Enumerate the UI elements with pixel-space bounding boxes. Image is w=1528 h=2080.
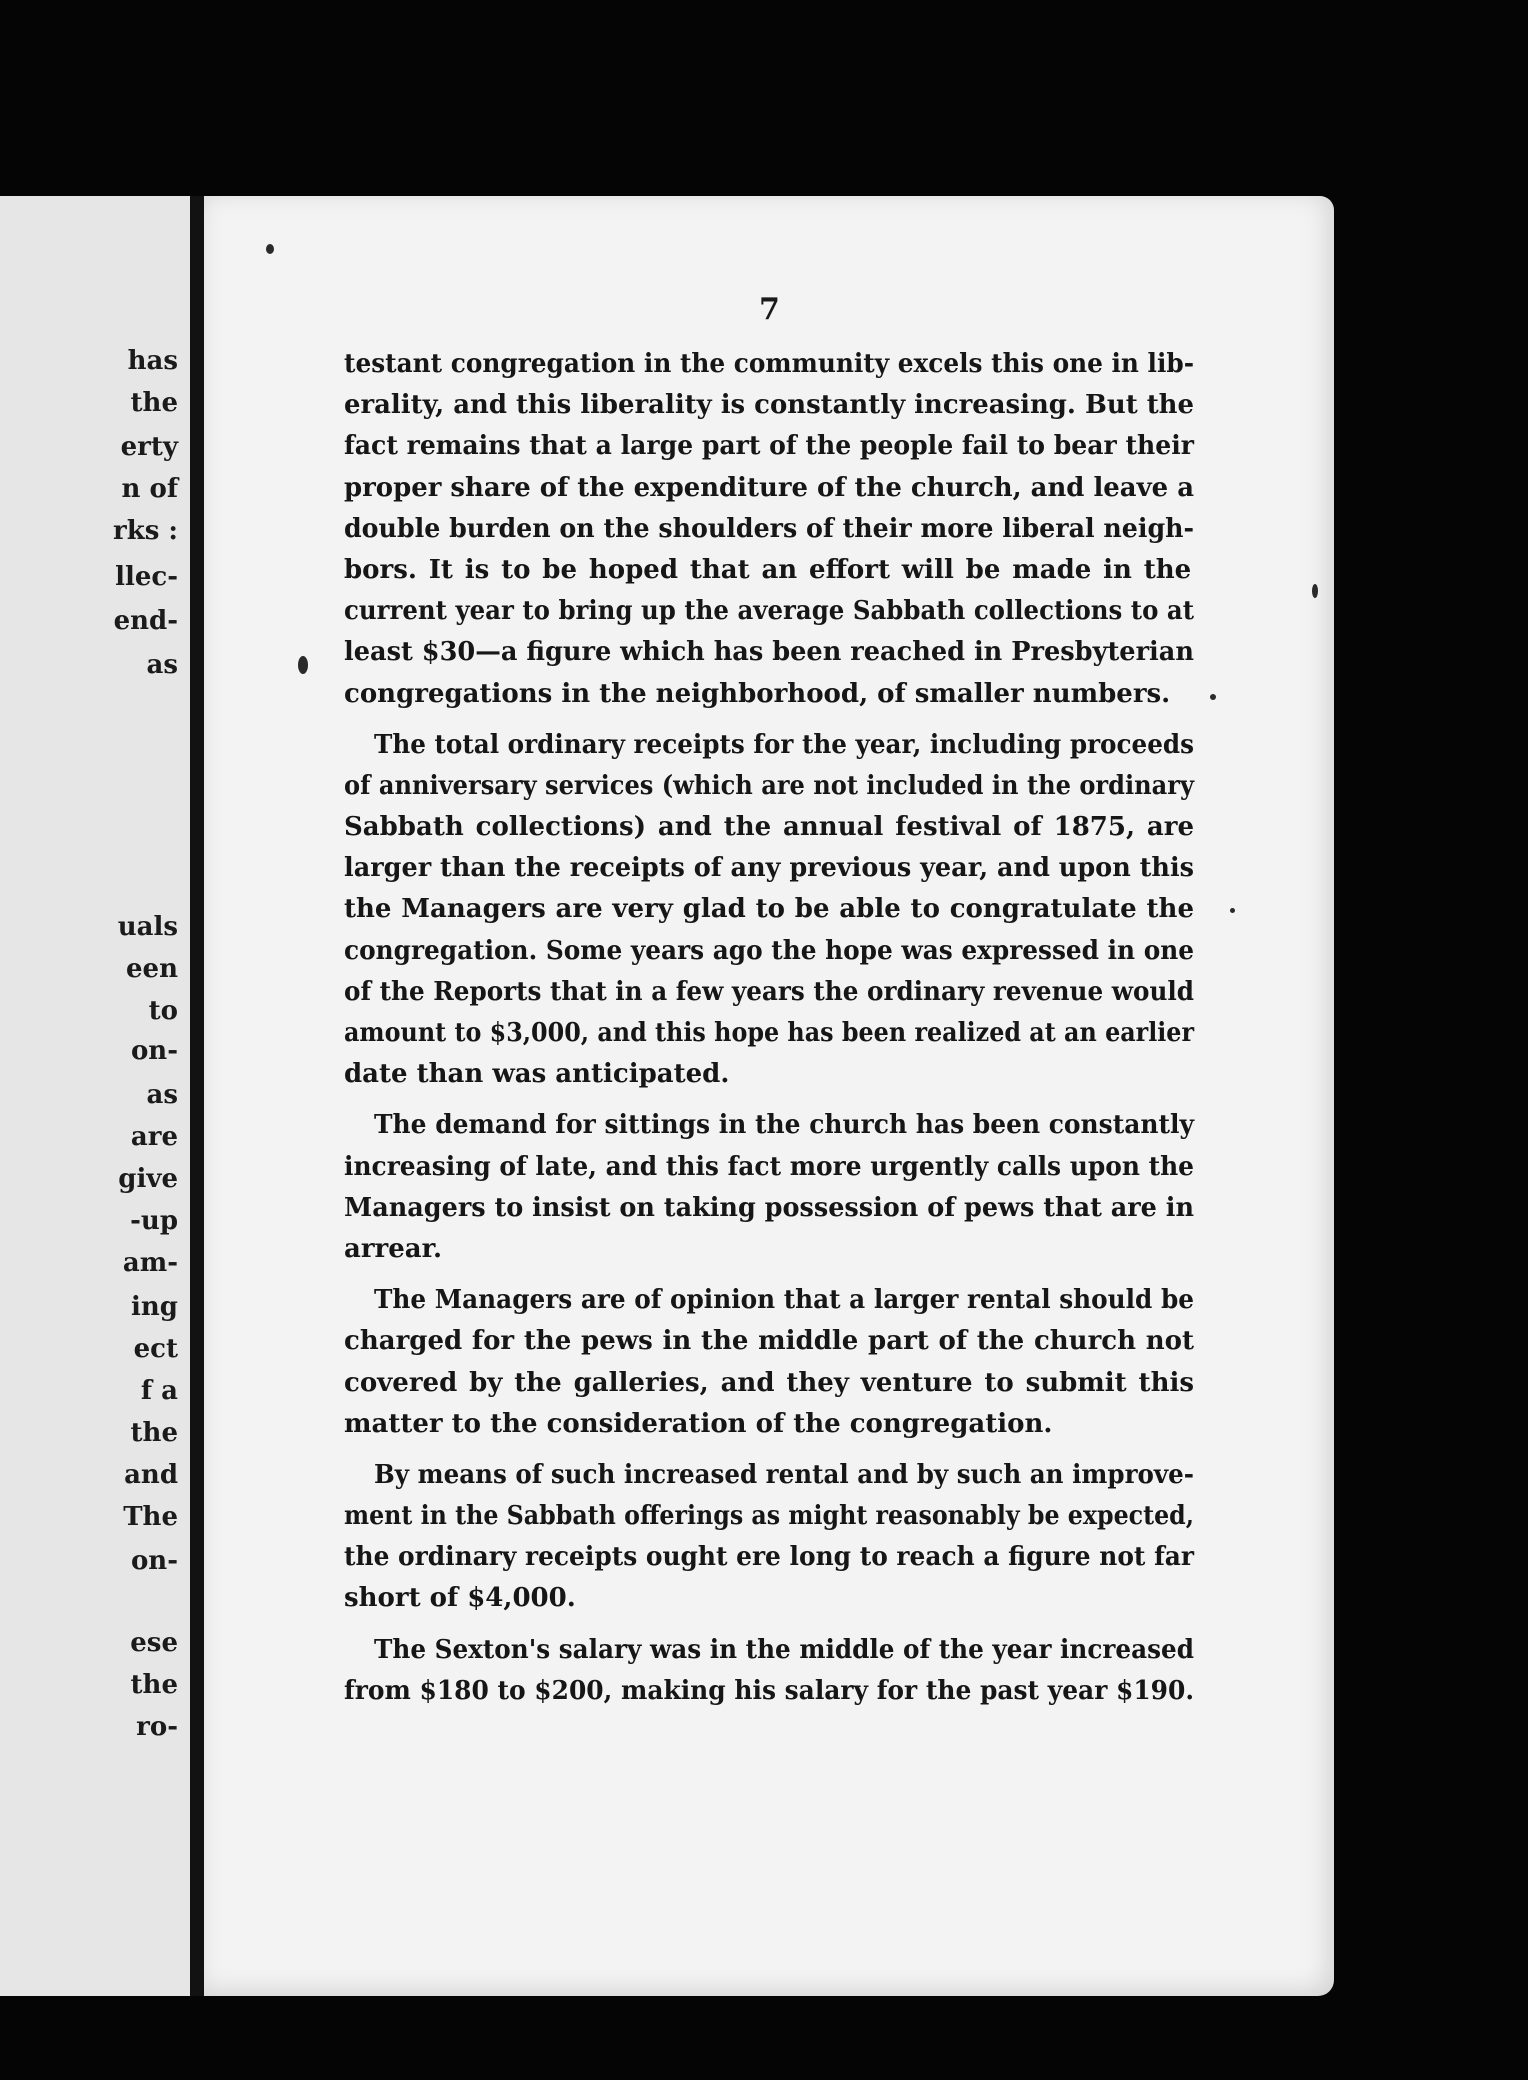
text-line: date than was anticipated. — [344, 1059, 730, 1090]
left-page-line-fragment: as — [146, 1080, 178, 1110]
left-page-line-fragment: uals — [117, 912, 178, 942]
left-page-line-fragment: give — [118, 1164, 178, 1194]
left-page-line-fragment: rks : — [113, 516, 178, 546]
text-line: matter to the consideration of the congregation. — [344, 1408, 1053, 1439]
left-page-line-fragment: ect — [133, 1334, 178, 1364]
text-line: congregation. Some years ago the hope was expressed in one — [344, 935, 1194, 966]
text-line: charged for the pews in the middle part of the church not — [344, 1326, 1194, 1357]
ink-speck — [1312, 584, 1318, 598]
text-line: Sabbath collections) and the annual festival of 1875, are — [344, 812, 1194, 843]
left-page-line-fragment: ese — [130, 1628, 178, 1658]
text-line: The Managers are of opinion that a larger rental should be — [374, 1285, 1194, 1316]
left-page-line-fragment: are — [130, 1122, 178, 1152]
left-page-line-fragment: to — [148, 996, 178, 1026]
left-page-line-fragment: as — [146, 650, 178, 680]
text-line: of the Reports that in a few years the ordinary revenue would — [344, 976, 1194, 1007]
text-line: covered by the galleries, and they venture to submit this — [344, 1367, 1194, 1398]
left-page-line-fragment: on- — [130, 1036, 178, 1066]
ink-speck — [266, 244, 274, 254]
text-line: bors. It is to be hoped that an effort will be made in the — [344, 554, 1192, 585]
text-line: fact remains that a large part of the people fail to bear their — [344, 431, 1194, 462]
text-line: arrear. — [344, 1233, 442, 1264]
text-line: ment in the Sabbath offerings as might reasonably be expected, — [344, 1501, 1194, 1532]
text-line: larger than the receipts of any previous year, and upon this — [344, 853, 1194, 884]
left-page-line-fragment: am- — [122, 1248, 178, 1278]
text-line: proper share of the expenditure of the church, and leave a — [344, 472, 1194, 503]
text-line: amount to $3,000, and this hope has been realized at an earlier — [344, 1018, 1194, 1048]
text-line: short of $4,000. — [344, 1583, 576, 1614]
text-line: By means of such increased rental and by such an improve- — [374, 1459, 1194, 1490]
text-line: of anniversary services (which are not included in the ordinary — [344, 770, 1194, 801]
left-page-line-fragment: has — [127, 346, 178, 376]
page-gutter — [190, 196, 204, 1996]
text-line: The total ordinary receipts for the year, including proceeds — [374, 729, 1194, 760]
text-line: The Sexton's salary was in the middle of the year increased — [374, 1634, 1194, 1665]
text-line: the Managers are very glad to be able to congratulate the — [344, 894, 1194, 925]
text-line: from $180 to $200, making his salary for the past year $190. — [344, 1675, 1194, 1706]
text-line: testant congregation in the community excels this one in lib- — [344, 349, 1194, 379]
ink-speck — [298, 656, 308, 674]
left-page-line-fragment: een — [126, 954, 178, 984]
left-page-line-fragment: llec- — [115, 562, 178, 592]
document-page — [204, 196, 1334, 1996]
left-page-line-fragment: and — [124, 1460, 178, 1490]
left-page-line-fragment: The — [123, 1502, 178, 1532]
left-page-line-fragment: ro- — [136, 1712, 178, 1742]
text-line: erality, and this liberality is constantly increasing. But the — [344, 390, 1194, 421]
text-line: the ordinary receipts ought ere long to reach a figure not far — [344, 1542, 1194, 1573]
body-text — [344, 344, 1194, 1712]
text-line: increasing of late, and this fact more urgently calls upon the — [344, 1151, 1194, 1182]
text-line: congregations in the neighborhood, of smaller numbers. — [344, 678, 1171, 709]
page-number: 7 — [759, 292, 780, 327]
text-line: The demand for sittings in the church has been constantly — [374, 1110, 1194, 1141]
text-line: double burden on the shoulders of their more liberal neigh- — [344, 513, 1194, 544]
left-page-line-fragment: the — [130, 1670, 178, 1700]
left-page-line-fragment: the — [130, 1418, 178, 1448]
left-page-line-fragment: n of — [121, 474, 178, 504]
left-page-line-fragment: f a — [140, 1376, 178, 1406]
left-page-line-fragment: the — [130, 388, 178, 418]
left-page-line-fragment: on- — [130, 1546, 178, 1576]
text-line: Managers to insist on taking possession of pews that are in — [344, 1192, 1194, 1223]
text-line: current year to bring up the average Sabbath collections to at — [344, 596, 1194, 627]
left-page-line-fragment: erty — [120, 432, 178, 462]
left-page-fragment — [0, 196, 190, 1996]
left-page-line-fragment: -up — [130, 1206, 178, 1236]
left-page-line-fragment: ing — [131, 1292, 178, 1322]
left-page-line-fragment: end- — [113, 606, 178, 636]
text-line: least $30—a figure which has been reached in Presbyterian — [344, 637, 1194, 668]
ink-speck — [1210, 694, 1216, 700]
ink-speck — [1230, 908, 1235, 913]
